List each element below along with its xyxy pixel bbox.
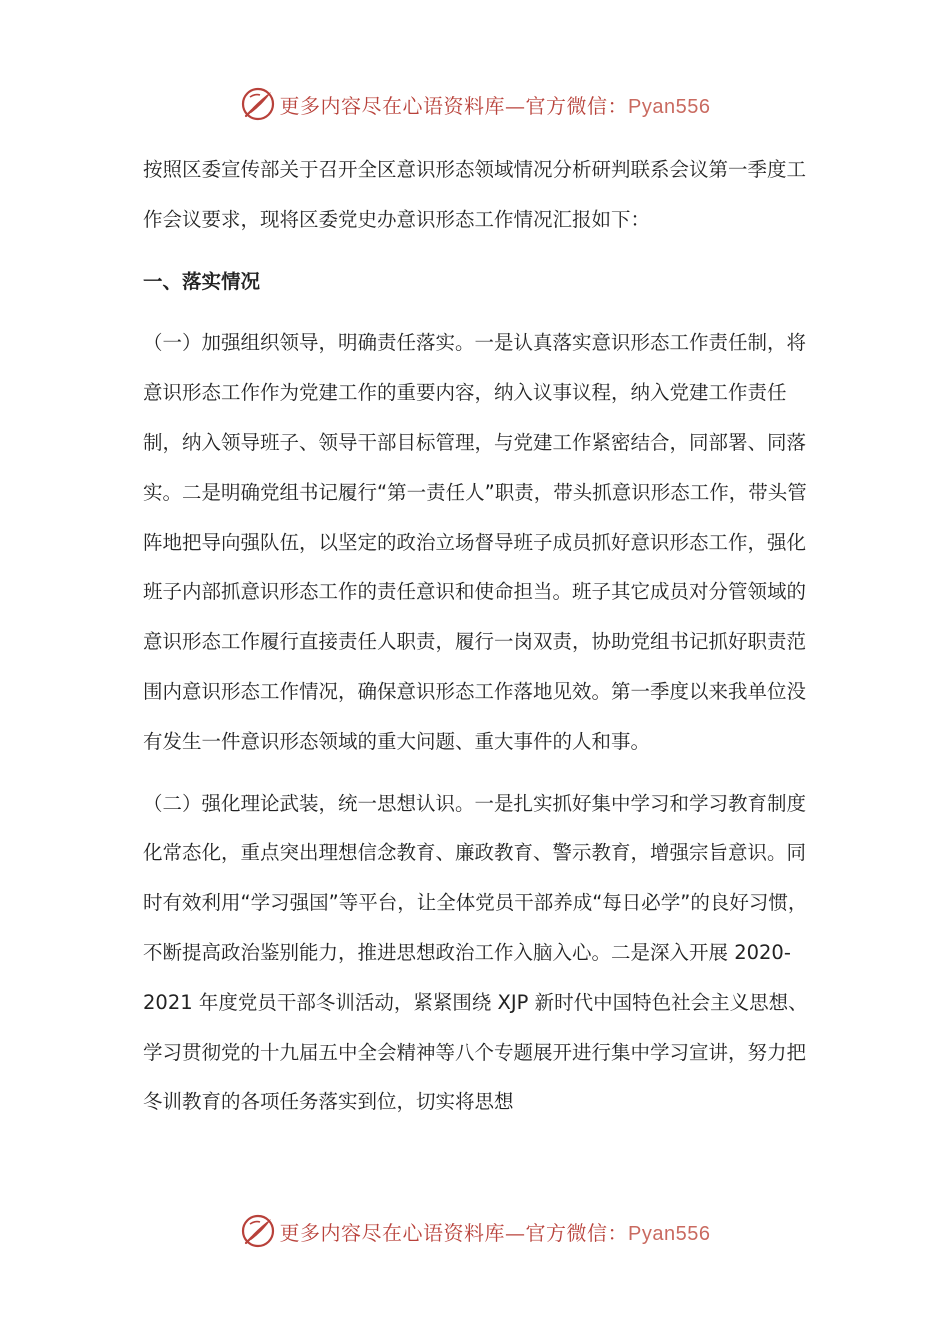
banner-text xyxy=(280,90,711,119)
document-body xyxy=(143,145,818,1139)
quill-pen-logo-icon xyxy=(240,86,276,122)
intro-paragraph: 按照区委宣传部关于召开全区意识形态领域情况分析研判联系会议第一季度工作会议要求，现将区委党史办意识形态工作情况汇报如下： xyxy=(143,158,807,231)
paragraph-2: （二）强化理论武装，统一思想认识。一是扎实抓好集中学习和学习教育制度化常态化，重点突出理想信念教育、廉政教育、警示教育，增强宗旨意识。同时有效利用“学习强国”等平台，让全体党员干部养成“每日必学”的良好习惯，不断提高政治鉴别能力，推进思想政治工作入脑入心。二是深入开展 2020-2021 年度党员干部冬训活动，紧紧围绕 XJP 新时代中国特色社会主义思想、学习贯彻党的十九届五中全会精神等八个专题展开进行集中学习宣讲，努力把冬训教育的各项任务落实到位，切实将思想 xyxy=(143,791,808,1114)
banner-message: 更多内容尽在心语资料库—官方微信： xyxy=(279,1220,629,1245)
banner-text xyxy=(280,1217,711,1246)
section-heading: 一、落实情况 xyxy=(143,269,261,293)
footer-banner xyxy=(0,1209,950,1253)
banner-wechat-id: Pyan556 xyxy=(628,95,711,118)
banner-message: 更多内容尽在心语资料库—官方微信： xyxy=(279,93,629,118)
header-banner xyxy=(0,82,950,126)
quill-pen-logo-icon xyxy=(240,1213,276,1249)
paragraph-1: （一）加强组织领导，明确责任落实。一是认真落实意识形态工作责任制，将意识形态工作作为党建工作的重要内容，纳入议事议程，纳入党建工作责任制，纳入领导班子、领导干部目标管理，与党建工作紧密结合，同部署、同落实。二是明确党组书记履行“第一责任人”职责，带头抓意识形态工作，带头管阵地把导向强队伍，以坚定的政治立场督导班子成员抓好意识形态工作，强化班子内部抓意识形态工作的责任意识和使命担当。班子其它成员对分管领域的意识形态工作履行直接责任人职责，履行一岗双责，协助党组书记抓好职责范围内意识形态工作情况，确保意识形态工作落地见效。第一季度以来我单位没有发生一件意识形态领域的重大问题、重大事件的人和事。 xyxy=(143,331,807,753)
banner-wechat-id: Pyan556 xyxy=(628,1222,711,1245)
